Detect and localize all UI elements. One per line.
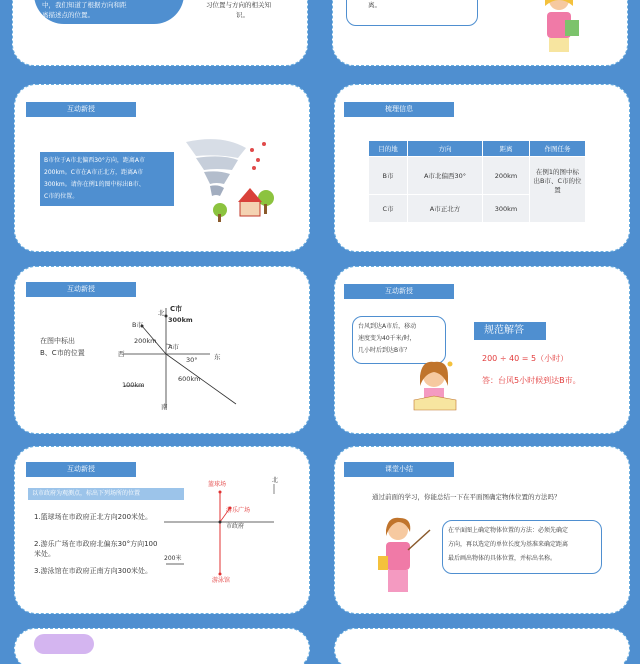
basketball-court-point [219,491,222,494]
slide-7-banner-text: 以市政府为观测点，标出下列场所的位置 [32,490,141,497]
slide-7-item-2: 2.游乐广场在市政府北偏东30°方向100米处。 [34,540,158,558]
slide-3-problem-1: B市位于A市北偏西30°方向，距离A市 [44,157,145,164]
slide-7-header: 互动新授 [26,462,136,477]
slide-8-question: 通过前面的学习，你能总结一下在平面图确定物体位置的方法吗？ [372,493,561,501]
slide-5[interactable] [4,262,316,438]
table-cell: 200km [483,157,530,195]
slide-9-shape [34,634,94,654]
table-cell: 在例1的图中标出B市、C市的位置 [530,157,586,223]
label-b-dist: 200km [134,337,157,345]
info-table [368,140,586,223]
slide-3-header: 互动新授 [26,102,136,117]
label-c-city: C市 [170,305,183,313]
slide-2[interactable] [324,0,636,76]
table-header-task: 作图任务 [530,141,586,157]
label-c-dist: 300km [168,316,193,324]
slide-8-header: 课堂小结 [344,462,454,477]
table-cell: 300km [483,195,530,223]
slide-8[interactable] [324,442,636,618]
slide-5-header: 互动新授 [26,282,136,297]
slide-6-bubble-2: 速度变为40千米/时， [358,335,416,342]
map-label-north: 北 [272,477,279,484]
table-header-destination: 目的地 [369,141,408,157]
table-cell: B市 [369,157,408,195]
answer-sentence: 答：台风5小时候到达B市。 [482,376,581,385]
table-cell: C市 [369,195,408,223]
label-angle: 30° [186,356,198,364]
slide-8-bubble-1: 在平面图上确定物体位置的方法：必须先确定 [448,527,569,534]
slide-4[interactable] [324,80,636,256]
slide-6[interactable] [324,262,636,438]
table-header-distance: 距离 [483,141,530,157]
slide-6-header: 互动新授 [344,284,454,299]
table-header-direction: 方向 [408,141,483,157]
label-west: 西 [118,350,125,358]
label-b-city: B市 [132,321,143,329]
table-row [369,157,586,195]
slide-10[interactable] [324,624,636,664]
teacher-pointer-icon [376,516,432,596]
slide-7-item-1: 1.篮球场在市政府正北方向200米处。 [34,513,153,521]
slide-9[interactable] [4,624,316,664]
slide-7-item-3: 3.游泳馆在市政府正南方向300米处。 [34,567,153,575]
tornado-icon [182,136,282,222]
slide-2-bubble-text: 离。 [368,1,381,9]
table-cell: A市北偏西30° [408,157,483,195]
slide-8-bubble-3: 最后画出物体的具体位置，并标出名称。 [448,555,557,562]
answer-calc: 200 ÷ 40 = 5（小时） [482,354,569,363]
slide-1-bubble-text-2: 离描述点的位置。 [42,11,94,19]
slide-5-instruction-1: 在图中标出 [40,337,75,345]
slide-5-instruction-2: B、C市的位置 [40,349,85,357]
label-scale: 100km [122,381,145,389]
slide-6-bubble-1: 台风到达A市后，移动 [358,323,417,330]
label-a-city: A市 [168,343,179,351]
map-label-gov: 市政府 [226,523,245,530]
map-label-pool: 游泳馆 [212,577,231,584]
table-cell: A市正北方 [408,195,483,223]
slide-1-bubble-text-1: 中，我们知道了根据方向和距 [42,1,127,9]
answer-title: 规范解答 [484,325,524,336]
slide-8-bubble-2: 方向，再以选定的单位长度为基准来确定距离 [448,541,569,548]
slide-1-text-2: 识。 [236,11,249,19]
slide-2-bubble [346,0,478,26]
slide-3[interactable] [4,80,316,256]
girl-reading-icon [410,360,460,412]
label-east: 东 [214,353,221,361]
map-label-basketball: 篮球场 [208,481,227,488]
label-north: 北 [158,309,165,317]
teacher-icon [529,0,589,54]
slide-1[interactable] [4,0,316,76]
slide-3-problem-3: 300km。请你在例1的图中标出B市、 [44,181,145,188]
gov-point [219,521,222,524]
slide-3-problem-4: C市的位置。 [44,193,79,200]
slide-6-bubble-3: 几小时后到达B市？ [358,347,411,354]
label-dist-600: 600km [178,375,201,383]
slide-1-text-1: 习位置与方向的相关知 [206,1,271,9]
slide-3-problem-2: 200km。C市在A市正北方，距离A市 [44,169,144,176]
slide-7[interactable] [4,442,316,618]
map-label-amusement: 游乐广场 [226,507,251,514]
slide-10-card [334,628,630,664]
slide-4-header: 梳理信息 [344,102,454,117]
map-label-scale: 200米 [164,555,182,562]
label-south: 南 [161,403,168,411]
